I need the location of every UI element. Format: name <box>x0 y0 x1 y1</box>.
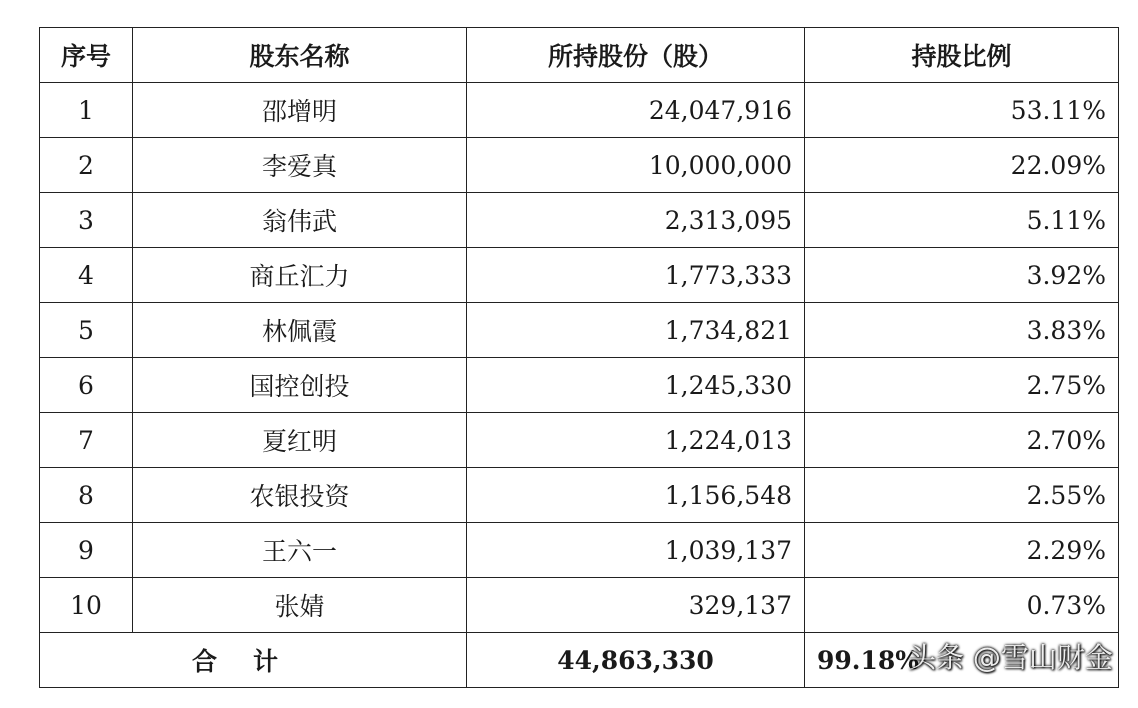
total-ratio: 99.18% <box>805 633 1119 688</box>
shareholder-name: 李爱真 <box>133 138 467 193</box>
table-row <box>40 413 1119 468</box>
watermark: 头条 @雪山财金 <box>908 641 1113 674</box>
holding-ratio: 22.09% <box>805 138 1119 193</box>
header-row <box>40 28 1119 83</box>
header-index: 序号 <box>40 28 133 83</box>
row-index: 1 <box>40 83 133 138</box>
table-body <box>40 83 1119 688</box>
shares-held: 2,313,095 <box>467 193 805 248</box>
shares-held: 1,245,330 <box>467 358 805 413</box>
shareholder-name: 林佩霞 <box>133 303 467 358</box>
row-index: 3 <box>40 193 133 248</box>
row-index: 6 <box>40 358 133 413</box>
table-row <box>40 83 1119 138</box>
table-row <box>40 358 1119 413</box>
row-index: 10 <box>40 578 133 633</box>
shareholder-name: 翁伟武 <box>133 193 467 248</box>
shareholder-name: 张婧 <box>133 578 467 633</box>
total-row <box>40 633 1119 688</box>
row-index: 4 <box>40 248 133 303</box>
header-shares-held: 所持股份（股） <box>467 28 805 83</box>
row-index: 2 <box>40 138 133 193</box>
row-index: 8 <box>40 468 133 523</box>
holding-ratio: 0.73% <box>805 578 1119 633</box>
header-shareholder-name: 股东名称 <box>133 28 467 83</box>
shareholder-name: 农银投资 <box>133 468 467 523</box>
shares-held: 1,039,137 <box>467 523 805 578</box>
row-index: 5 <box>40 303 133 358</box>
shares-held: 1,156,548 <box>467 468 805 523</box>
shareholder-name: 夏红明 <box>133 413 467 468</box>
shareholder-name: 邵增明 <box>133 83 467 138</box>
table-header <box>40 28 1119 83</box>
header-holding-ratio: 持股比例 <box>805 28 1119 83</box>
row-index: 9 <box>40 523 133 578</box>
shares-held: 24,047,916 <box>467 83 805 138</box>
shares-held: 1,734,821 <box>467 303 805 358</box>
holding-ratio: 2.29% <box>805 523 1119 578</box>
shares-held: 1,224,013 <box>467 413 805 468</box>
shares-held: 329,137 <box>467 578 805 633</box>
table-row <box>40 193 1119 248</box>
shares-held: 1,773,333 <box>467 248 805 303</box>
holding-ratio: 5.11% <box>805 193 1119 248</box>
shareholder-table <box>39 27 1119 688</box>
total-label: 合计 <box>40 633 467 688</box>
row-index: 7 <box>40 413 133 468</box>
table-row <box>40 468 1119 523</box>
table-row <box>40 138 1119 193</box>
holding-ratio: 2.55% <box>805 468 1119 523</box>
shareholder-name: 王六一 <box>133 523 467 578</box>
table-row <box>40 523 1119 578</box>
holding-ratio: 2.75% <box>805 358 1119 413</box>
shareholder-name: 国控创投 <box>133 358 467 413</box>
holding-ratio: 53.11% <box>805 83 1119 138</box>
holding-ratio: 3.92% <box>805 248 1119 303</box>
total-shares: 44,863,330 <box>467 633 805 688</box>
holding-ratio: 2.70% <box>805 413 1119 468</box>
table-row <box>40 578 1119 633</box>
holding-ratio: 3.83% <box>805 303 1119 358</box>
shares-held: 10,000,000 <box>467 138 805 193</box>
table-row <box>40 248 1119 303</box>
table-row <box>40 303 1119 358</box>
shareholder-name: 商丘汇力 <box>133 248 467 303</box>
